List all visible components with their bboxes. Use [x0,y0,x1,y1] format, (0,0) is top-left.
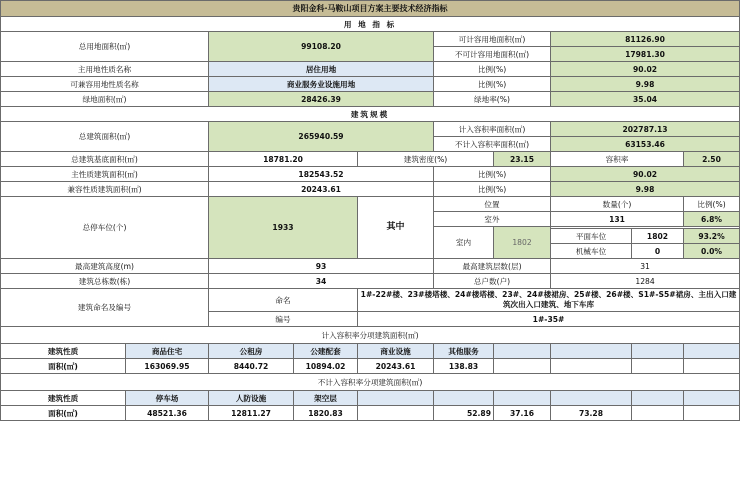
value-main-build: 182543.52 [209,167,434,182]
far-value: 8440.72 [209,359,294,374]
nonfar-header [684,391,740,406]
nonfar-header [434,391,494,406]
nonfar-value [358,406,434,421]
label-naming: 建筑命名及编号 [1,289,209,327]
far-header [632,344,684,359]
label-main-build: 主性质建筑面积(㎡) [1,167,209,182]
nonfar-header: 架空层 [294,391,358,406]
nonfar-header [494,391,551,406]
label-height: 最高建筑高度(m) [1,259,209,274]
label-position: 位置 [434,197,551,212]
far-value: 20243.61 [358,359,434,374]
far-header: 其他服务 [434,344,494,359]
value-compat-ratio: 9.98 [551,77,740,92]
nonfar-value: 37.16 [494,406,551,421]
value-flat: 1802 [632,229,684,244]
value-green-rate: 35.04 [551,92,740,107]
far-header [551,344,632,359]
nonfar-header [551,391,632,406]
nonfar-header: 人防设施 [209,391,294,406]
nonfar-header [358,391,434,406]
value-floors: 31 [551,259,740,274]
nonfar-value: 52.89 [434,406,494,421]
value-number: 1#-35# [358,312,740,327]
value-main-nature: 居住用地 [209,62,434,77]
label-far-nature: 建筑性质 [1,344,126,359]
far-value [551,359,632,374]
value-far: 2.50 [684,152,740,167]
value-density: 23.15 [494,152,551,167]
section-far-breakdown: 计入容积率分项建筑面积(㎡) [1,327,740,344]
value-name: 1#-22#楼、23#楼塔楼、24#楼塔楼、23#、24#楼裙房、25#楼、26#楼、S1#-S5#裙房、主出入口建筑次出入口建筑、地下车库 [358,289,740,312]
label-total-land-area: 总用地面积(㎡) [1,32,209,62]
value-bldg-count: 34 [209,274,434,289]
label-name: 命名 [209,289,358,312]
label-nonfar-area: 不计入容积率面积(㎡) [434,137,551,152]
nonfar-value [684,406,740,421]
label-far: 容积率 [551,152,684,167]
nonfar-header: 停车场 [126,391,209,406]
label-households: 总户数(户) [434,274,551,289]
far-value [632,359,684,374]
label-nonfar-area-row: 面积(㎡) [1,406,126,421]
value-outdoor-pct: 6.8% [684,212,740,227]
label-compat-build: 兼容性质建筑面积(㎡) [1,182,209,197]
label-bldg-count: 建筑总栋数(栋) [1,274,209,289]
far-value [684,359,740,374]
far-header: 商业设施 [358,344,434,359]
far-value: 138.83 [434,359,494,374]
label-far-land: 可计容用地面积(㎡) [434,32,551,47]
section-land: 用 地 指 标 [1,17,740,32]
label-indoor: 室内 [434,227,494,259]
label-mech: 机械车位 [551,244,632,259]
label-far-area: 计入容积率面积(㎡) [434,122,551,137]
label-compat-ratio: 比例(%) [434,77,551,92]
label-floors: 最高建筑层数(层) [434,259,551,274]
value-total-build: 265940.59 [209,122,434,152]
far-header: 公建配套 [294,344,358,359]
table-title: 贵阳金科·马鞍山项目方案主要技术经济指标 [1,1,740,17]
value-far-area: 202787.13 [551,122,740,137]
label-number: 编号 [209,312,358,327]
value-compat-build: 20243.61 [209,182,434,197]
nonfar-value [632,406,684,421]
far-value: 10894.02 [294,359,358,374]
value-nonfar-land: 17981.30 [551,47,740,62]
far-value [494,359,551,374]
far-header: 商品住宅 [126,344,209,359]
label-pct: 比例(%) [684,197,740,212]
value-compat-nature: 商业服务业设施用地 [209,77,434,92]
value-flat-pct: 93.2% [684,229,740,244]
label-green-area: 绿地面积(㎡) [1,92,209,107]
value-mech: 0 [632,244,684,259]
value-far-land: 81126.90 [551,32,740,47]
value-main-build-ratio: 90.02 [551,167,740,182]
value-compat-build-ratio: 9.98 [551,182,740,197]
label-count: 数量(个) [551,197,684,212]
far-header [684,344,740,359]
nonfar-value: 73.28 [551,406,632,421]
label-main-build-ratio: 比例(%) [434,167,551,182]
label-among: 其中 [358,197,434,259]
label-main-nature: 主用地性质名称 [1,62,209,77]
label-green-rate: 绿地率(%) [434,92,551,107]
label-base-area: 总建筑基底面积(㎡) [1,152,209,167]
section-nonfar-breakdown: 不计入容积率分项建筑面积(㎡) [1,374,740,391]
nonfar-value: 1820.83 [294,406,358,421]
label-nonfar-land: 不可计容用地面积(㎡) [434,47,551,62]
value-parking: 1933 [209,197,358,259]
label-flat: 平面车位 [551,229,632,244]
value-households: 1284 [551,274,740,289]
value-green-area: 28426.39 [209,92,434,107]
value-main-ratio: 90.02 [551,62,740,77]
nonfar-value: 12811.27 [209,406,294,421]
label-main-ratio: 比例(%) [434,62,551,77]
label-far-area-row: 面积(㎡) [1,359,126,374]
label-outdoor: 室外 [434,212,551,227]
value-indoor: 1802 [494,227,551,259]
label-compat-nature: 可兼容用地性质名称 [1,77,209,92]
value-total-land-area: 99108.20 [209,32,434,62]
value-height: 93 [209,259,434,274]
value-outdoor: 131 [551,212,684,227]
nonfar-header [632,391,684,406]
label-nonfar-nature: 建筑性质 [1,391,126,406]
far-value: 163069.95 [126,359,209,374]
label-density: 建筑密度(%) [358,152,494,167]
section-build: 建筑规模 [1,107,740,122]
nonfar-value: 48521.36 [126,406,209,421]
far-header [494,344,551,359]
value-nonfar-area: 63153.46 [551,137,740,152]
label-total-build: 总建筑面积(㎡) [1,122,209,152]
far-header: 公租房 [209,344,294,359]
label-compat-build-ratio: 比例(%) [434,182,551,197]
value-mech-pct: 0.0% [684,244,740,259]
label-parking: 总停车位(个) [1,197,209,259]
value-base-area: 18781.20 [209,152,358,167]
